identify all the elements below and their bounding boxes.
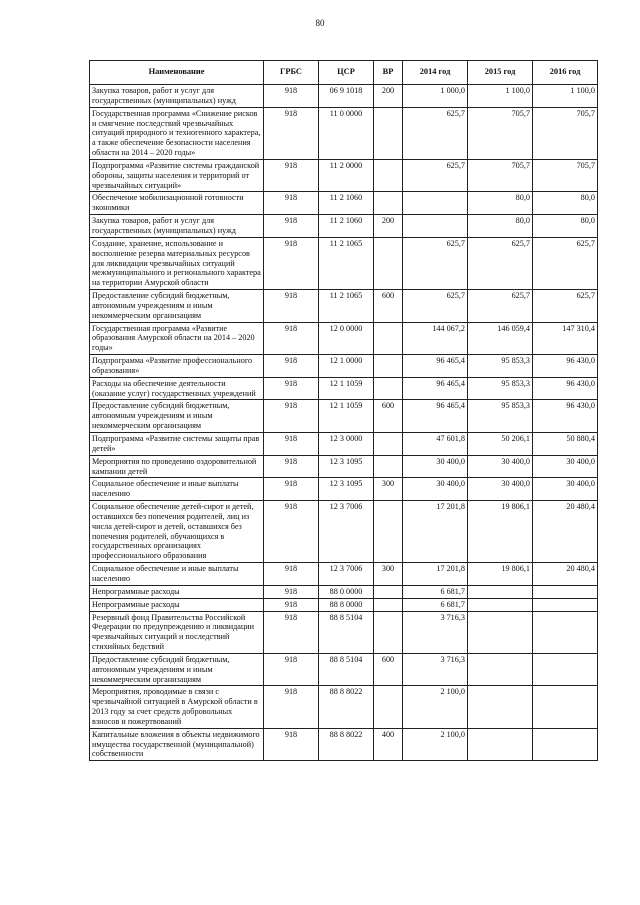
cell-grbs: 918 bbox=[264, 433, 319, 456]
cell-2016: 705,7 bbox=[533, 159, 598, 192]
header-csr: ЦСР bbox=[319, 61, 374, 85]
cell-2014: 2 100,0 bbox=[403, 728, 468, 761]
cell-2016: 20 480,4 bbox=[533, 563, 598, 586]
cell-vr: 200 bbox=[374, 215, 403, 238]
header-2014: 2014 год bbox=[403, 61, 468, 85]
header-2015: 2015 год bbox=[468, 61, 533, 85]
cell-name: Расходы на обеспечение деятельности (оказание услуг) государственных учреждений bbox=[90, 377, 264, 400]
cell-vr bbox=[374, 159, 403, 192]
table-row bbox=[90, 237, 598, 289]
cell-name: Государственная программа «Развитие образования Амурской области на 2014 – 2020 годы» bbox=[90, 322, 264, 355]
cell-csr: 88 8 5104 bbox=[319, 611, 374, 653]
cell-2016: 625,7 bbox=[533, 237, 598, 289]
cell-name: Непрограммные расходы bbox=[90, 598, 264, 611]
cell-2016: 96 430,0 bbox=[533, 400, 598, 433]
cell-2015: 30 400,0 bbox=[468, 455, 533, 478]
cell-name: Предоставление субсидий бюджетным, автономным учреждениям и иным некоммерческим организациям bbox=[90, 400, 264, 433]
cell-csr: 88 8 8022 bbox=[319, 686, 374, 728]
cell-2015: 19 806,1 bbox=[468, 563, 533, 586]
cell-csr: 12 3 7006 bbox=[319, 501, 374, 563]
cell-vr bbox=[374, 107, 403, 159]
header-name: Наименование bbox=[90, 61, 264, 85]
cell-vr bbox=[374, 322, 403, 355]
table-row bbox=[90, 501, 598, 563]
cell-vr bbox=[374, 585, 403, 598]
cell-2014: 30 400,0 bbox=[403, 478, 468, 501]
cell-vr: 600 bbox=[374, 653, 403, 686]
table-row bbox=[90, 377, 598, 400]
cell-2016: 705,7 bbox=[533, 107, 598, 159]
cell-2014: 30 400,0 bbox=[403, 455, 468, 478]
cell-csr: 11 2 0000 bbox=[319, 159, 374, 192]
cell-2015: 19 806,1 bbox=[468, 501, 533, 563]
cell-grbs: 918 bbox=[264, 322, 319, 355]
table-row bbox=[90, 159, 598, 192]
cell-vr bbox=[374, 237, 403, 289]
cell-2016: 20 480,4 bbox=[533, 501, 598, 563]
table-row bbox=[90, 85, 598, 108]
cell-vr bbox=[374, 501, 403, 563]
cell-2015 bbox=[468, 585, 533, 598]
cell-2016: 80,0 bbox=[533, 192, 598, 215]
cell-name: Обеспечение мобилизационной готовности экономики bbox=[90, 192, 264, 215]
cell-csr: 12 3 7006 bbox=[319, 563, 374, 586]
cell-2015: 146 059,4 bbox=[468, 322, 533, 355]
table-row bbox=[90, 653, 598, 686]
cell-vr: 600 bbox=[374, 290, 403, 323]
table-row bbox=[90, 455, 598, 478]
cell-csr: 11 0 0000 bbox=[319, 107, 374, 159]
cell-2014: 17 201,8 bbox=[403, 501, 468, 563]
cell-name: Предоставление субсидий бюджетным, автономным учреждениям и иным некоммерческим организациям bbox=[90, 290, 264, 323]
cell-name: Государственная программа «Снижение рисков и смягчение последствий чрезвычайных ситуаций природного и техногенного характера, а также обеспечение безопасности населения области на 2014 – 2020 годы» bbox=[90, 107, 264, 159]
cell-vr bbox=[374, 355, 403, 378]
cell-2016: 30 400,0 bbox=[533, 478, 598, 501]
cell-grbs: 918 bbox=[264, 598, 319, 611]
table-row bbox=[90, 192, 598, 215]
budget-table bbox=[89, 60, 598, 761]
cell-name: Социальное обеспечение и иные выплаты населению bbox=[90, 478, 264, 501]
cell-2016: 147 310,4 bbox=[533, 322, 598, 355]
table-row bbox=[90, 355, 598, 378]
header-grbs: ГРБС bbox=[264, 61, 319, 85]
cell-2016 bbox=[533, 728, 598, 761]
cell-grbs: 918 bbox=[264, 563, 319, 586]
cell-csr: 12 1 0000 bbox=[319, 355, 374, 378]
cell-2014: 625,7 bbox=[403, 107, 468, 159]
cell-2015: 705,7 bbox=[468, 159, 533, 192]
cell-2015: 95 853,3 bbox=[468, 355, 533, 378]
cell-2016: 96 430,0 bbox=[533, 355, 598, 378]
cell-grbs: 918 bbox=[264, 585, 319, 598]
cell-vr: 300 bbox=[374, 563, 403, 586]
cell-csr: 12 3 1095 bbox=[319, 478, 374, 501]
cell-grbs: 918 bbox=[264, 215, 319, 238]
cell-name: Капитальные вложения в объекты недвижимого имущества государственной (муниципальной) собственности bbox=[90, 728, 264, 761]
cell-csr: 06 9 1018 bbox=[319, 85, 374, 108]
table-row bbox=[90, 598, 598, 611]
cell-grbs: 918 bbox=[264, 455, 319, 478]
cell-2015 bbox=[468, 611, 533, 653]
cell-csr: 11 2 1060 bbox=[319, 192, 374, 215]
cell-2015 bbox=[468, 686, 533, 728]
cell-2014: 96 465,4 bbox=[403, 400, 468, 433]
cell-vr bbox=[374, 377, 403, 400]
cell-grbs: 918 bbox=[264, 355, 319, 378]
cell-name: Подпрограмма «Развитие системы защиты прав детей» bbox=[90, 433, 264, 456]
table-header bbox=[90, 61, 598, 85]
cell-vr bbox=[374, 598, 403, 611]
cell-name: Социальное обеспечение детей-сирот и детей, оставшихся без попечения родителей, лиц из числа детей-сирот и детей, оставшихся без попечения родителей, обучающихся в государственных организациях профессионального образования bbox=[90, 501, 264, 563]
cell-2016: 96 430,0 bbox=[533, 377, 598, 400]
cell-grbs: 918 bbox=[264, 478, 319, 501]
table-row bbox=[90, 107, 598, 159]
cell-grbs: 918 bbox=[264, 501, 319, 563]
cell-2016: 50 880,4 bbox=[533, 433, 598, 456]
cell-vr bbox=[374, 192, 403, 215]
cell-grbs: 918 bbox=[264, 653, 319, 686]
cell-2015 bbox=[468, 653, 533, 686]
cell-csr: 88 0 0000 bbox=[319, 585, 374, 598]
cell-grbs: 918 bbox=[264, 107, 319, 159]
cell-grbs: 918 bbox=[264, 377, 319, 400]
cell-csr: 12 3 1095 bbox=[319, 455, 374, 478]
cell-grbs: 918 bbox=[264, 400, 319, 433]
table-row bbox=[90, 290, 598, 323]
cell-csr: 88 8 0000 bbox=[319, 598, 374, 611]
cell-2015: 1 100,0 bbox=[468, 85, 533, 108]
cell-grbs: 918 bbox=[264, 686, 319, 728]
table-body bbox=[90, 85, 598, 761]
cell-grbs: 918 bbox=[264, 237, 319, 289]
cell-2016 bbox=[533, 598, 598, 611]
cell-2015: 625,7 bbox=[468, 237, 533, 289]
cell-2016 bbox=[533, 585, 598, 598]
cell-vr: 300 bbox=[374, 478, 403, 501]
header-vr: ВР bbox=[374, 61, 403, 85]
cell-vr bbox=[374, 433, 403, 456]
cell-2014: 96 465,4 bbox=[403, 377, 468, 400]
cell-2014: 6 681,7 bbox=[403, 585, 468, 598]
cell-2014: 625,7 bbox=[403, 159, 468, 192]
cell-grbs: 918 bbox=[264, 159, 319, 192]
cell-grbs: 918 bbox=[264, 290, 319, 323]
table-row bbox=[90, 322, 598, 355]
cell-csr: 12 3 0000 bbox=[319, 433, 374, 456]
cell-name: Подпрограмма «Развитие профессионального образования» bbox=[90, 355, 264, 378]
table-row bbox=[90, 563, 598, 586]
cell-2014: 2 100,0 bbox=[403, 686, 468, 728]
cell-2016: 80,0 bbox=[533, 215, 598, 238]
cell-name: Создание, хранение, использование и восполнение резерва материальных ресурсов для ликвидации чрезвычайных ситуаций межмуниципального и регионального характера на территории Амурской области bbox=[90, 237, 264, 289]
cell-csr: 88 8 5104 bbox=[319, 653, 374, 686]
cell-2014: 96 465,4 bbox=[403, 355, 468, 378]
cell-2014: 47 601,8 bbox=[403, 433, 468, 456]
cell-2016: 1 100,0 bbox=[533, 85, 598, 108]
table-row bbox=[90, 478, 598, 501]
cell-2015: 50 206,1 bbox=[468, 433, 533, 456]
table-row bbox=[90, 400, 598, 433]
table-row bbox=[90, 686, 598, 728]
cell-grbs: 918 bbox=[264, 192, 319, 215]
cell-vr bbox=[374, 611, 403, 653]
cell-2014 bbox=[403, 215, 468, 238]
table-row bbox=[90, 611, 598, 653]
cell-2015: 30 400,0 bbox=[468, 478, 533, 501]
cell-2015: 80,0 bbox=[468, 192, 533, 215]
cell-2014: 1 000,0 bbox=[403, 85, 468, 108]
table-row bbox=[90, 215, 598, 238]
cell-2016 bbox=[533, 653, 598, 686]
cell-2015 bbox=[468, 598, 533, 611]
cell-name: Непрограммные расходы bbox=[90, 585, 264, 598]
cell-name: Мероприятия, проводимые в связи с чрезвычайной ситуацией в Амурской области в 2013 году за счет средств добровольных взносов и пожертвований bbox=[90, 686, 264, 728]
cell-vr bbox=[374, 686, 403, 728]
cell-2016 bbox=[533, 686, 598, 728]
cell-name: Закупка товаров, работ и услуг для государственных (муниципальных) нужд bbox=[90, 215, 264, 238]
cell-name: Предоставление субсидий бюджетным, автономным учреждениям и иным некоммерческим организациям bbox=[90, 653, 264, 686]
cell-2014: 625,7 bbox=[403, 290, 468, 323]
cell-csr: 12 0 0000 bbox=[319, 322, 374, 355]
table-row bbox=[90, 433, 598, 456]
cell-grbs: 918 bbox=[264, 85, 319, 108]
cell-2016: 625,7 bbox=[533, 290, 598, 323]
cell-2014 bbox=[403, 192, 468, 215]
cell-2015: 80,0 bbox=[468, 215, 533, 238]
cell-name: Закупка товаров, работ и услуг для государственных (муниципальных) нужд bbox=[90, 85, 264, 108]
cell-2015: 95 853,3 bbox=[468, 377, 533, 400]
cell-2015 bbox=[468, 728, 533, 761]
cell-grbs: 918 bbox=[264, 611, 319, 653]
page-number: 80 bbox=[315, 18, 325, 28]
cell-name: Подпрограмма «Развитие системы гражданской обороны, защиты населения и территорий от чрезвычайных ситуаций» bbox=[90, 159, 264, 192]
cell-name: Мероприятия по проведению оздоровительной кампании детей bbox=[90, 455, 264, 478]
cell-2014: 3 716,3 bbox=[403, 611, 468, 653]
cell-2016: 30 400,0 bbox=[533, 455, 598, 478]
cell-2014: 625,7 bbox=[403, 237, 468, 289]
cell-csr: 11 2 1065 bbox=[319, 237, 374, 289]
cell-vr: 600 bbox=[374, 400, 403, 433]
table-row bbox=[90, 728, 598, 761]
cell-vr bbox=[374, 455, 403, 478]
cell-csr: 88 8 8022 bbox=[319, 728, 374, 761]
cell-2014: 17 201,8 bbox=[403, 563, 468, 586]
cell-2015: 625,7 bbox=[468, 290, 533, 323]
cell-grbs: 918 bbox=[264, 728, 319, 761]
cell-csr: 11 2 1065 bbox=[319, 290, 374, 323]
cell-2016 bbox=[533, 611, 598, 653]
cell-csr: 12 1 1059 bbox=[319, 400, 374, 433]
cell-csr: 12 1 1059 bbox=[319, 377, 374, 400]
table-row bbox=[90, 585, 598, 598]
cell-2014: 3 716,3 bbox=[403, 653, 468, 686]
cell-csr: 11 2 1060 bbox=[319, 215, 374, 238]
cell-2014: 144 067,2 bbox=[403, 322, 468, 355]
cell-name: Социальное обеспечение и иные выплаты населению bbox=[90, 563, 264, 586]
cell-2015: 705,7 bbox=[468, 107, 533, 159]
cell-vr: 400 bbox=[374, 728, 403, 761]
cell-2015: 95 853,3 bbox=[468, 400, 533, 433]
cell-name: Резервный фонд Правительства Российской Федерации по предупреждению и ликвидации чрезвычайных ситуаций и последствий стихийных бедствий bbox=[90, 611, 264, 653]
cell-vr: 200 bbox=[374, 85, 403, 108]
header-2016: 2016 год bbox=[533, 61, 598, 85]
cell-2014: 6 681,7 bbox=[403, 598, 468, 611]
